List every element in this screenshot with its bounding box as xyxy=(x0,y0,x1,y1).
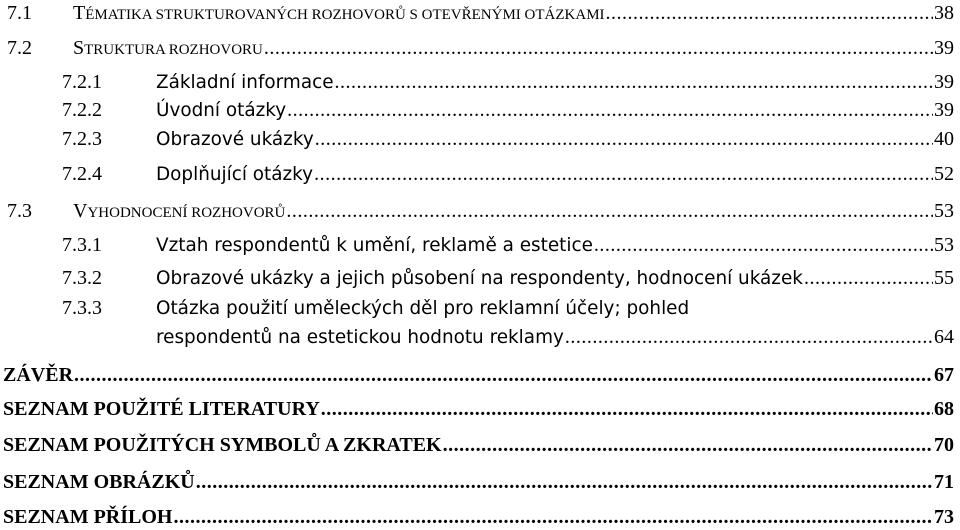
toc-entry-number: 7.3.3 xyxy=(62,297,102,319)
toc-entry-page: 53 xyxy=(934,234,954,256)
toc-leader-dots xyxy=(264,37,933,60)
toc-leader-dots xyxy=(196,471,933,494)
toc-entry-title: VYHODNOCENÍ ROZHOVORŮ xyxy=(73,200,286,222)
toc-entry-number: 7.1 xyxy=(7,2,32,24)
toc-entry-page: 71 xyxy=(934,471,954,493)
toc-entry-7-2-1[interactable] xyxy=(62,71,954,94)
toc-entry-number: 7.2.3 xyxy=(62,128,102,150)
toc-entry-7-2-2[interactable] xyxy=(62,99,954,122)
toc-leader-dots xyxy=(173,506,933,529)
toc-leader-dots xyxy=(594,234,933,257)
toc-entry-title: SEZNAM POUŽITÉ LITERATURY xyxy=(3,398,320,420)
toc-entry-page: 39 xyxy=(934,37,954,59)
toc-entry-title: Úvodní otázky xyxy=(156,100,287,121)
toc-entry-title: ZÁVĚR xyxy=(3,364,74,386)
toc-entry-7-3-1[interactable] xyxy=(62,234,954,257)
toc-entry-page: 68 xyxy=(934,398,954,420)
toc-leader-dots xyxy=(606,2,933,25)
toc-entry-number: 7.2 xyxy=(7,37,32,59)
toc-entry-title: Obrazové ukázky xyxy=(156,129,314,150)
toc-entry-page: 73 xyxy=(934,506,954,528)
toc-leader-dots xyxy=(565,326,933,349)
toc-entry-title: Základní informace xyxy=(156,72,334,93)
toc-entry-title: SEZNAM POUŽITÝCH SYMBOLŮ A ZKRATEK xyxy=(3,434,442,456)
toc-entry-7-3[interactable] xyxy=(7,200,954,223)
toc-entry-7-1[interactable] xyxy=(7,2,954,25)
toc-entry-7-3-3-continued[interactable] xyxy=(156,326,954,349)
toc-entry-title: Vztah respondentů k umění, reklamě a estetice xyxy=(156,235,593,256)
toc-entry-symboly[interactable] xyxy=(3,434,954,457)
toc-leader-dots xyxy=(74,364,933,387)
toc-entry-7-2-4[interactable] xyxy=(62,163,954,186)
toc-entry-literatura[interactable] xyxy=(3,398,954,421)
toc-entry-title: TÉMATIKA STRUKTUROVANÝCH ROZHOVORŮ S OTEVŘENÝMI OTÁZKAMI xyxy=(73,2,605,24)
toc-entry-obrazky[interactable] xyxy=(3,471,954,494)
toc-entry-number: 7.2.4 xyxy=(62,163,102,185)
toc-entry-page: 52 xyxy=(934,163,954,185)
toc-leader-dots xyxy=(804,267,933,290)
toc-leader-dots xyxy=(335,71,933,94)
toc-entry-page: 64 xyxy=(934,326,954,348)
toc-leader-dots xyxy=(314,163,933,186)
toc-entry-zaver[interactable] xyxy=(3,364,954,387)
toc-entry-7-3-2[interactable] xyxy=(62,267,954,290)
toc-entry-page: 39 xyxy=(934,71,954,93)
toc-entry-page: 70 xyxy=(934,434,954,456)
toc-entry-page: 40 xyxy=(934,128,954,150)
toc-entry-page: 38 xyxy=(934,2,954,24)
toc-entry-title-line2: respondentů na estetickou hodnotu reklamy xyxy=(156,327,564,348)
toc-entry-prilohy[interactable] xyxy=(3,506,954,529)
toc-entry-title: Doplňující otázky xyxy=(156,164,314,185)
toc-entry-title: Otázka použití uměleckých děl pro reklamní účely; pohled xyxy=(156,298,690,319)
toc-entry-page: 55 xyxy=(934,267,954,289)
toc-entry-number: 7.2.1 xyxy=(62,71,102,93)
toc-entry-title: SEZNAM OBRÁZKŮ xyxy=(3,471,195,493)
toc-entry-number: 7.3 xyxy=(7,200,32,222)
toc-leader-dots xyxy=(443,434,933,457)
toc-entry-page: 67 xyxy=(934,364,954,386)
toc-entry-number: 7.2.2 xyxy=(62,99,102,121)
toc-entry-title: Obrazové ukázky a jejich působení na respondenty, hodnocení ukázek xyxy=(156,268,803,289)
toc-entry-title: STRUKTURA ROZHOVORU xyxy=(73,37,263,59)
toc-leader-dots xyxy=(321,398,933,421)
toc-entry-page: 53 xyxy=(934,200,954,222)
toc-entry-7-2-3[interactable] xyxy=(62,128,954,151)
toc-leader-dots xyxy=(287,99,933,122)
toc-entry-number: 7.3.2 xyxy=(62,267,102,289)
toc-entry-number: 7.3.1 xyxy=(62,234,102,256)
toc-leader-dots xyxy=(286,200,933,223)
toc-entry-title: SEZNAM PŘÍLOH xyxy=(3,506,173,528)
toc-entry-7-3-3[interactable] xyxy=(62,297,954,320)
toc-entry-7-2[interactable] xyxy=(7,37,954,60)
toc-leader-dots xyxy=(315,128,933,151)
toc-entry-page: 39 xyxy=(934,99,954,121)
